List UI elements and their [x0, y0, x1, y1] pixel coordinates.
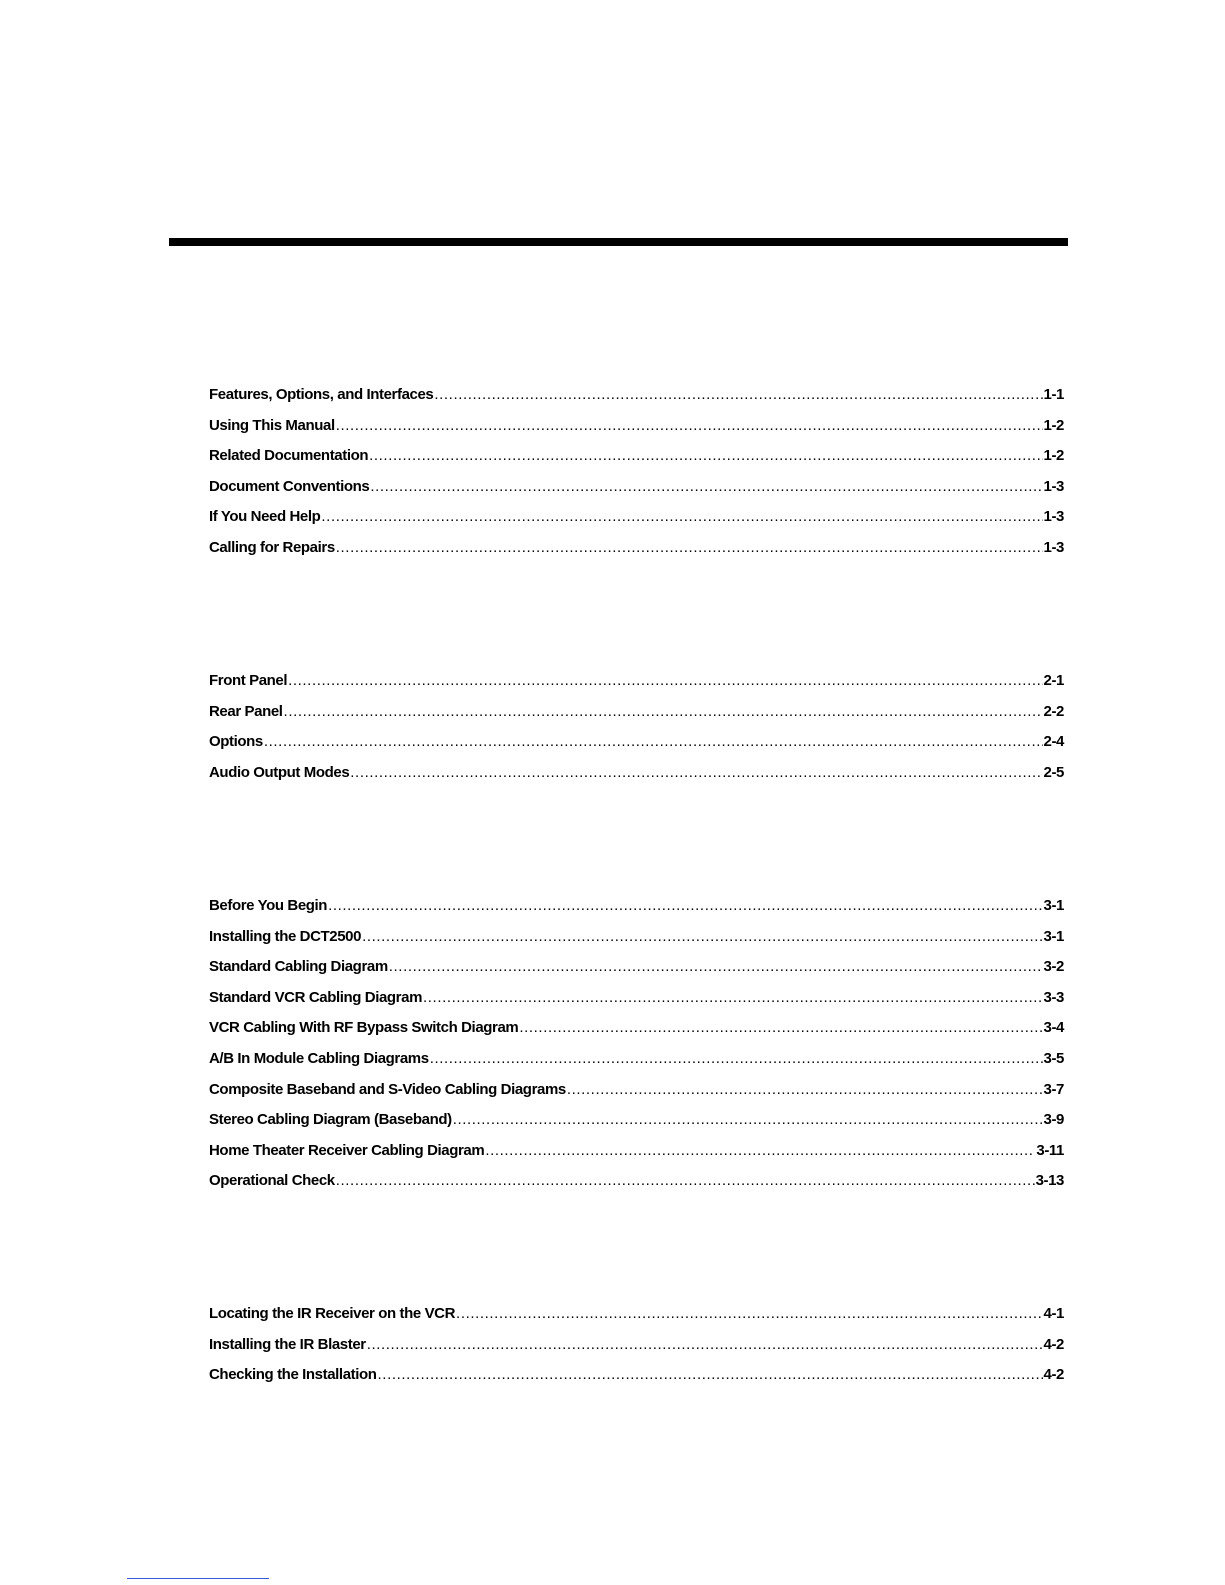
toc-entry[interactable] — [209, 386, 1064, 417]
toc-entry-title: Options — [209, 733, 263, 751]
header-rule — [169, 238, 1068, 246]
toc-entry-title: Using This Manual — [209, 416, 335, 434]
toc-entry[interactable] — [209, 1305, 1064, 1336]
toc-dot-leader — [453, 1111, 1043, 1128]
toc-dot-leader — [430, 1050, 1043, 1067]
toc-entry-title: Audio Output Modes — [209, 763, 350, 781]
toc-entry[interactable] — [209, 417, 1064, 448]
toc-dot-leader — [378, 1366, 1043, 1383]
toc-entry-page: 2-5 — [1043, 763, 1064, 781]
toc-entry-title: Rear Panel — [209, 702, 283, 720]
toc-entry-page: 4-1 — [1043, 1305, 1064, 1322]
toc-entry-page: 1-3 — [1043, 477, 1064, 495]
toc-entry-title: Before You Begin — [209, 897, 328, 914]
toc-entry[interactable] — [209, 539, 1064, 570]
toc-entry-page: 3-7 — [1043, 1080, 1064, 1098]
toc-dot-leader — [567, 1081, 1043, 1098]
toc-dot-leader — [369, 447, 1042, 464]
toc-dot-leader — [362, 928, 1042, 945]
toc-section-3 — [209, 897, 1064, 1203]
toc-entry-page: 3-3 — [1043, 988, 1064, 1006]
toc-entry-page: 1-3 — [1043, 538, 1064, 556]
toc-entry-page: 4-2 — [1043, 1335, 1064, 1353]
toc-entry-page: 2-2 — [1043, 702, 1064, 720]
toc-dot-leader — [284, 703, 1043, 720]
toc-entry-title: Front Panel — [209, 672, 288, 689]
toc-dot-leader — [336, 1172, 1035, 1189]
toc-dot-leader — [288, 672, 1042, 689]
toc-entry-title: Installing the IR Blaster — [209, 1335, 366, 1353]
toc-entry[interactable] — [209, 1336, 1064, 1367]
toc-dot-leader — [423, 989, 1043, 1006]
toc-entry[interactable] — [209, 447, 1064, 478]
toc-entry-page: 3-1 — [1043, 897, 1064, 914]
toc-entry[interactable] — [209, 1019, 1064, 1050]
toc-entry-title: Checking the Installation — [209, 1366, 377, 1384]
toc-entry-page: 3-5 — [1043, 1049, 1064, 1067]
toc-entry-page: 3-9 — [1043, 1111, 1064, 1129]
toc-dot-leader — [370, 478, 1042, 495]
toc-section-4 — [209, 1305, 1064, 1397]
toc-entry[interactable] — [209, 508, 1064, 539]
toc-entry[interactable] — [209, 1142, 1064, 1173]
toc-entry[interactable] — [209, 1050, 1064, 1081]
toc-entry-page: 4-2 — [1043, 1366, 1064, 1384]
toc-dot-leader — [456, 1305, 1042, 1322]
toc-entry-title: VCR Cabling With RF Bypass Switch Diagram — [209, 1019, 519, 1037]
toc-dot-leader — [367, 1336, 1043, 1353]
toc-entry-page: 2-1 — [1043, 672, 1064, 689]
toc-dot-leader — [321, 508, 1042, 525]
toc-entry-page: 1-3 — [1043, 508, 1064, 526]
toc-entry[interactable] — [209, 958, 1064, 989]
toc-entry[interactable] — [209, 478, 1064, 509]
toc-entry[interactable] — [209, 764, 1064, 795]
toc-entry-page: 2-4 — [1043, 733, 1064, 751]
toc-entry-page: 1-1 — [1043, 386, 1064, 403]
toc-entry-title: Stereo Cabling Diagram (Baseband) — [209, 1111, 452, 1129]
toc-dot-leader — [485, 1142, 1035, 1159]
toc-dot-leader — [264, 733, 1043, 750]
toc-entry[interactable] — [209, 1366, 1064, 1397]
toc-entry-page: 3-11 — [1036, 1141, 1064, 1159]
toc-entry[interactable] — [209, 1081, 1064, 1112]
toc-section-2 — [209, 672, 1064, 794]
toc-dot-leader — [336, 539, 1043, 556]
toc-entry-page: 3-13 — [1035, 1172, 1064, 1190]
toc-entry-title: Home Theater Receiver Cabling Diagram — [209, 1141, 485, 1159]
toc-entry[interactable] — [209, 1111, 1064, 1142]
toc-entry-title: If You Need Help — [209, 508, 321, 526]
footnote-separator — [127, 1578, 269, 1579]
toc-entry[interactable] — [209, 897, 1064, 928]
toc-entry[interactable] — [209, 733, 1064, 764]
toc-dot-leader — [519, 1019, 1042, 1036]
toc-entry-title: Features, Options, and Interfaces — [209, 386, 434, 403]
toc-dot-leader — [389, 958, 1043, 975]
toc-entry-page: 3-2 — [1043, 958, 1064, 976]
toc-entry[interactable] — [209, 672, 1064, 703]
toc-entry-page: 1-2 — [1043, 416, 1064, 434]
toc-entry-title: Locating the IR Receiver on the VCR — [209, 1305, 456, 1322]
toc-dot-leader — [336, 417, 1043, 434]
toc-section-1 — [209, 386, 1064, 570]
toc-entry-title: A/B In Module Cabling Diagrams — [209, 1049, 429, 1067]
toc-entry-title: Calling for Repairs — [209, 538, 335, 556]
toc-entry-title: Operational Check — [209, 1172, 335, 1190]
toc-entry[interactable] — [209, 928, 1064, 959]
toc-entry-title: Standard Cabling Diagram — [209, 958, 388, 976]
toc-entry-title: Composite Baseband and S-Video Cabling Diagrams — [209, 1080, 566, 1098]
toc-entry-title: Related Documentation — [209, 447, 369, 465]
toc-dot-leader — [350, 764, 1042, 781]
toc-entry-page: 1-2 — [1043, 447, 1064, 465]
toc-dot-leader — [328, 897, 1042, 914]
toc-entry[interactable] — [209, 1172, 1064, 1203]
toc-entry-title: Installing the DCT2500 — [209, 927, 362, 945]
toc-entry[interactable] — [209, 703, 1064, 734]
toc-entry[interactable] — [209, 989, 1064, 1020]
toc-entry-title: Document Conventions — [209, 477, 370, 495]
toc-dot-leader — [434, 386, 1042, 403]
toc-entry-page: 3-1 — [1043, 927, 1064, 945]
toc-entry-title: Standard VCR Cabling Diagram — [209, 988, 423, 1006]
toc-entry-page: 3-4 — [1043, 1019, 1064, 1037]
